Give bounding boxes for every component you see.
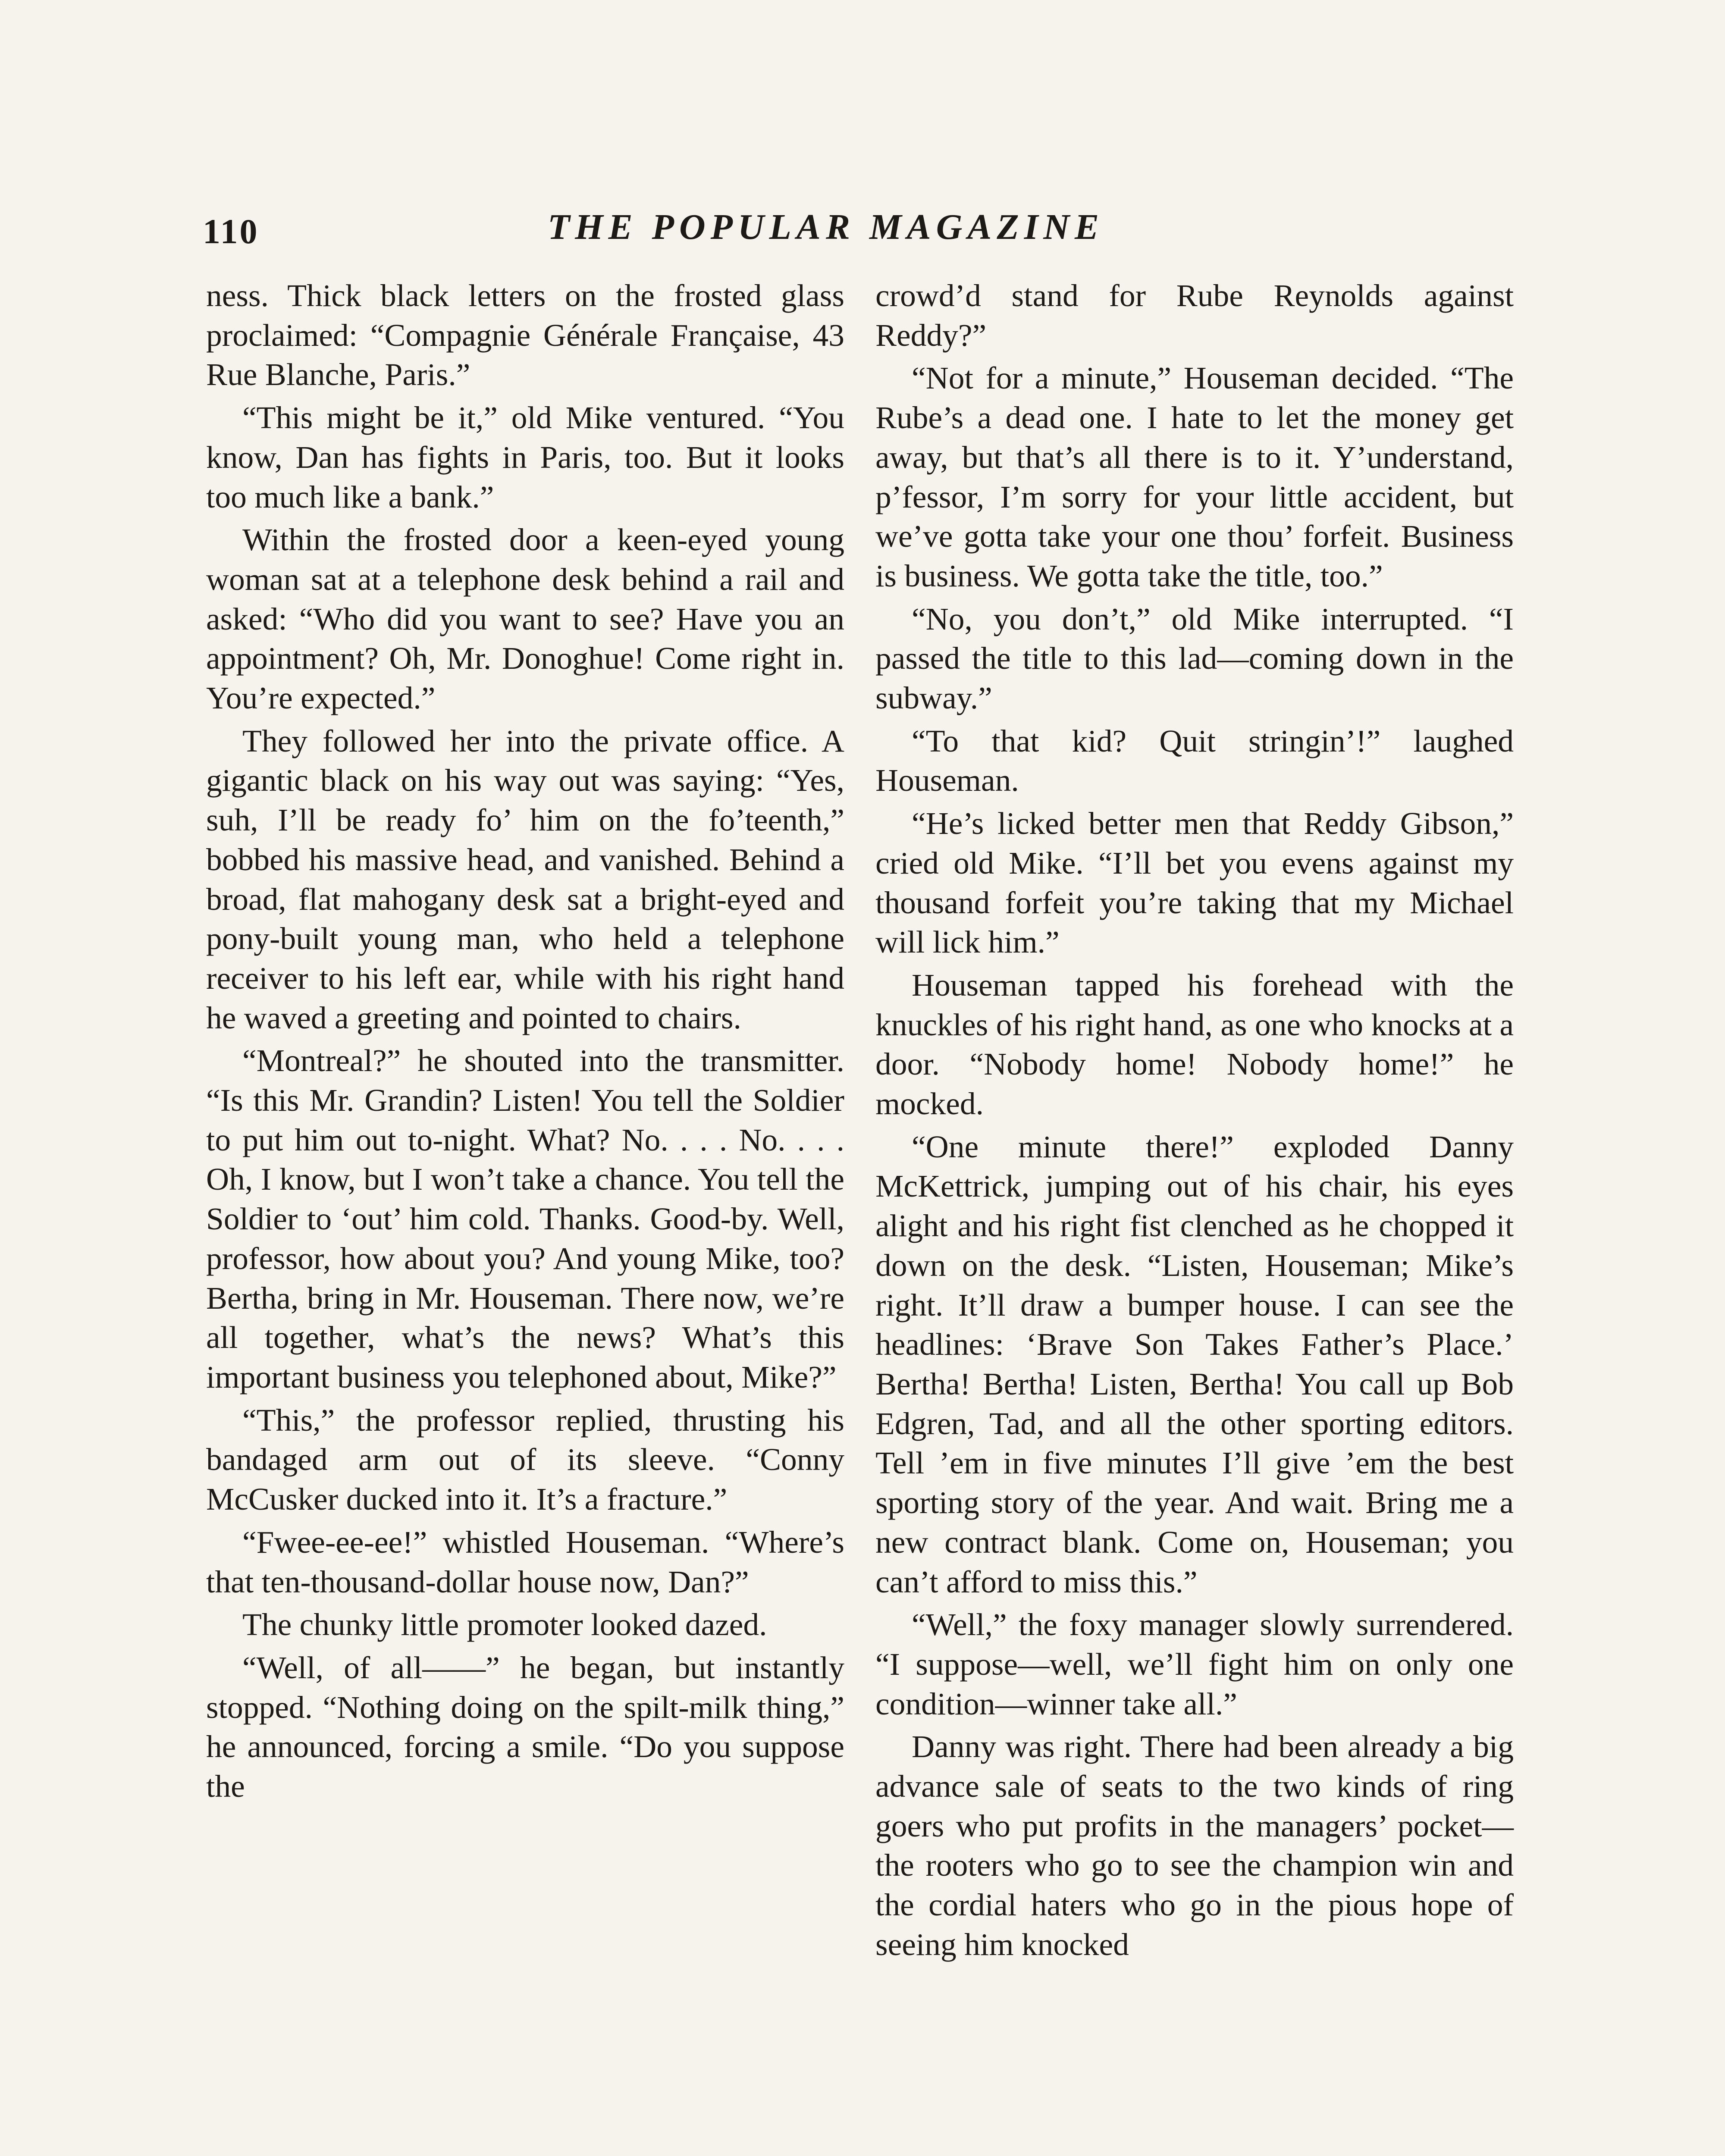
- paragraph: ness. Thick black letters on the frosted glass proclaimed: “Compagnie Générale Française, 43 Rue Blanche, Paris.”: [206, 278, 844, 392]
- paragraph: “This,” the professor replied, thrusting his bandaged arm out of its sleeve. “Conny McCusker ducked into it. It’s a fracture.”: [206, 1402, 844, 1517]
- paragraph: “He’s licked better men that Reddy Gibson,” cried old Mike. “I’ll bet you evens against my thousand forfeit you’re taking that my Michael will lick him.”: [875, 806, 1514, 960]
- paragraph: Danny was right. There had been already a big advance sale of seats to the two kinds of ring goers who put profits in the managers’ pocket—the rooters who go to see the champion win and the cordial haters who go in the pious hope of seeing him knocked: [875, 1729, 1514, 1962]
- right-column: [875, 276, 1514, 1965]
- paragraph: “One minute there!” exploded Danny McKettrick, jumping out of his chair, his eyes alight and his right fist clenched as he chopped it down on the desk. “Listen, Houseman; Mike’s right. It’ll draw a bumper house. I can see the headlines: ‘Brave Son Takes Father’s Place.’ Bertha! Bertha! Listen, Bertha! You call up Bob Edgren, Tad, and all the other sporting editors. Tell ’em in five minutes I’ll give ’em the best sporting story of the year. And wait. Bring me a new contract blank. Come on, Houseman; you can’t afford to miss this.”: [875, 1129, 1514, 1599]
- page-number: 110: [203, 212, 259, 251]
- paragraph: “Fwee-ee-ee!” whistled Houseman. “Where’s that ten-thousand-dollar house now, Dan?”: [206, 1524, 844, 1599]
- running-head: THE POPULAR MAGAZINE: [548, 207, 1104, 247]
- paragraph: crowd’d stand for Rube Reynolds against Reddy?”: [875, 278, 1514, 353]
- paragraph: Within the frosted door a keen-eyed young woman sat at a telephone desk behind a rail and asked: “Who did you want to see? Have you an appointment? Oh, Mr. Donoghue! Come right in. You’re expected.”: [206, 522, 844, 716]
- paragraph: “Well, of all——” he began, but instantly stopped. “Nothing doing on the spilt-milk thing,” he announced, forcing a smile. “Do you suppose the: [206, 1650, 844, 1804]
- paragraph: “No, you don’t,” old Mike interrupted. “I passed the title to this lad—coming down in the subway.”: [875, 601, 1514, 716]
- paragraph: “Montreal?” he shouted into the transmitter. “Is this Mr. Grandin? Listen! You tell the Soldier to put him out to-night. What? No. . . . No. . . . Oh, I know, but I won’t take a chance. You tell the Soldier to ‘out’ him cold. Thanks. Good-by. Well, professor, how about you? And young Mike, too? Bertha, bring in Mr. Houseman. There now, we’re all together, what’s the news? What’s this important business you telephoned about, Mike?”: [206, 1043, 844, 1395]
- paragraph: The chunky little promoter looked dazed.: [242, 1607, 767, 1642]
- paragraph: “Well,” the foxy manager slowly surrendered. “I suppose—well, we’ll fight him on only one condition—winner take all.”: [875, 1607, 1514, 1721]
- paragraph: They followed her into the private office. A gigantic black on his way out was saying: “Yes, suh, I’ll be ready fo’ him on the fo’teenth,” bobbed his massive head, and vanished. Behind a broad, flat mahogany desk sat a bright-eyed and pony-built young man, who held a telephone receiver to his left ear, while with his right hand he waved a greeting and pointed to chairs.: [206, 723, 844, 1035]
- paragraph: Houseman tapped his forehead with the knuckles of his right hand, as one who knocks at a door. “Nobody home! Nobody home!” he mocked.: [875, 967, 1514, 1122]
- paragraph: “Not for a minute,” Houseman decided. “The Rube’s a dead one. I hate to let the money get away, but that’s all there is to it. Y’understand, p’fessor, I’m sorry for your little accident, but we’ve gotta take your one thou’ forfeit. Business is business. We gotta take the title, too.”: [875, 360, 1514, 593]
- paragraph: “To that kid? Quit stringin’!” laughed Houseman.: [875, 723, 1514, 798]
- left-column: [206, 276, 844, 1806]
- paragraph: “This might be it,” old Mike ventured. “You know, Dan has fights in Paris, too. But it looks too much like a bank.”: [206, 400, 844, 514]
